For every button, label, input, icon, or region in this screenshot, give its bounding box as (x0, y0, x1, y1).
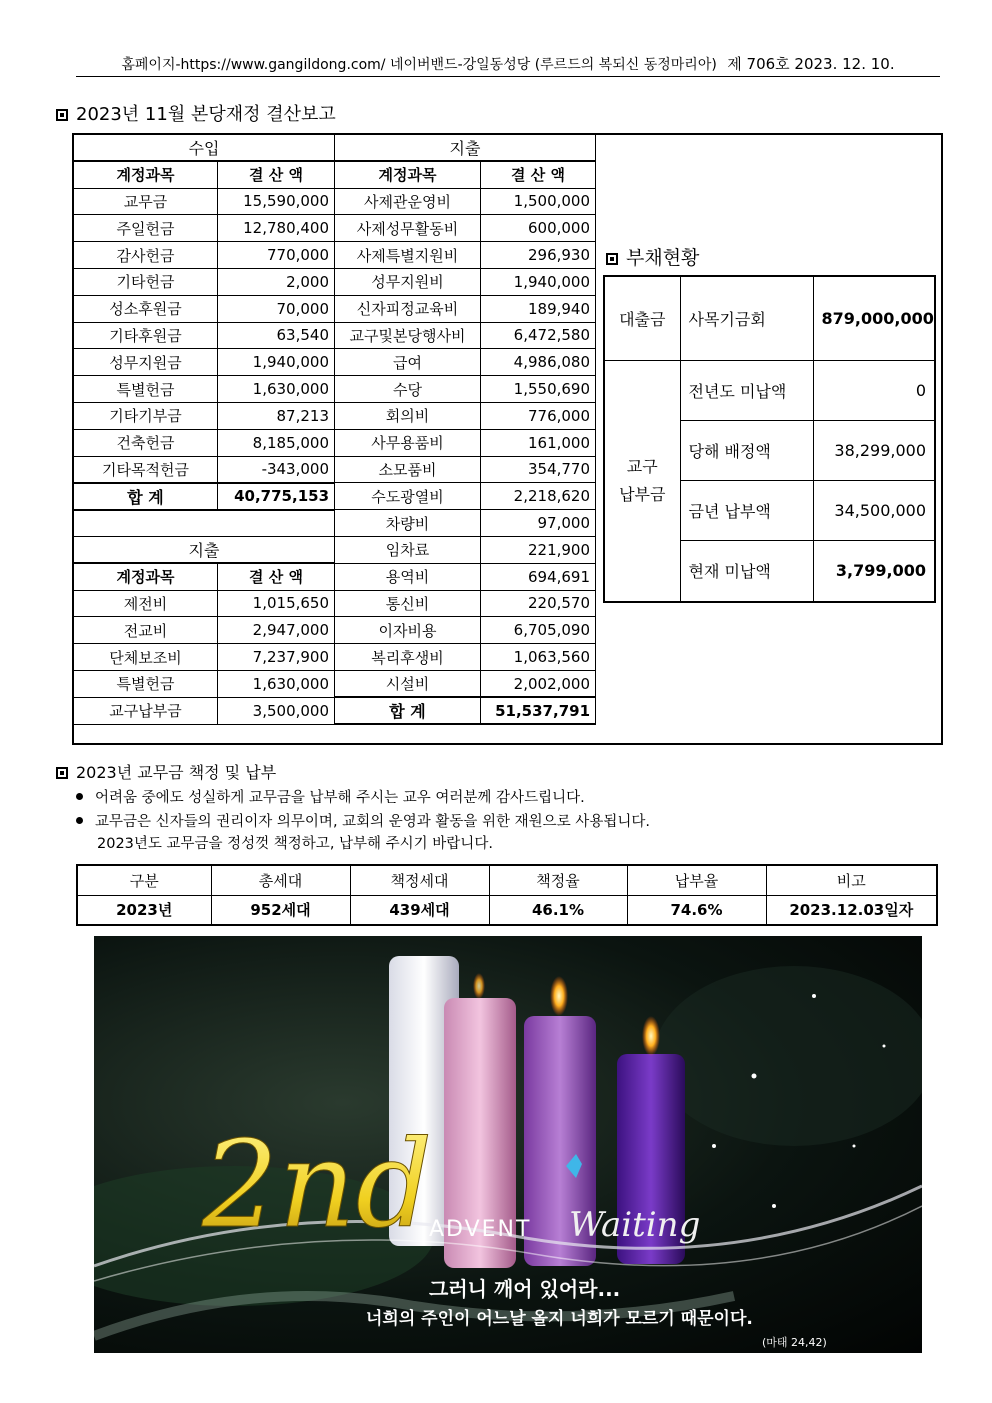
expense-item: 임차료 (335, 536, 481, 563)
debt-item: 당해 배정액 (680, 420, 813, 480)
quota-header: 책정세대 (350, 865, 489, 895)
income-item: 교무금 (74, 188, 218, 215)
column-header-amount: 결 산 액 (218, 563, 335, 590)
expense-item: 수도광열비 (335, 483, 481, 510)
expense-amount: 6,705,090 (481, 617, 596, 644)
header-text: 홈페이지-https://www.gangildong.com/ 네이버밴드-강일동성당 (루르드의 복되신 동정마리아) (121, 57, 717, 73)
debt-amount: 38,299,000 (813, 420, 935, 480)
square-bullet-icon (606, 253, 618, 265)
expense-amount: 1,500,000 (481, 188, 596, 215)
advent-big-text: 2nd (202, 1116, 433, 1255)
debt-item: 전년도 미납액 (680, 360, 813, 420)
income-amount: 15,590,000 (218, 188, 335, 215)
income-item: 기타후원금 (74, 322, 218, 349)
square-bullet-icon (56, 767, 68, 779)
expense-amount: 296,930 (481, 242, 596, 269)
quota-title: 2023년 교무금 책정 및 납부 (76, 763, 277, 782)
expense-amount: 2,002,000 (481, 670, 596, 697)
loan-label: 대출금 (604, 276, 680, 360)
expense-amount: 3,500,000 (218, 697, 335, 724)
debt-table (603, 275, 936, 603)
expense-amount: 189,940 (481, 295, 596, 322)
expense-item: 사제관운영비 (335, 188, 481, 215)
income-amount: 87,213 (218, 402, 335, 429)
expense-item: 특별헌금 (74, 670, 218, 697)
expense2-header: 지출 (74, 536, 335, 563)
advent-line1: ADVENT (429, 1217, 532, 1242)
expense-total-label: 합 계 (335, 697, 481, 724)
expense-item: 이자비용 (335, 617, 481, 644)
expense-item: 제전비 (74, 590, 218, 617)
expense-item: 회의비 (335, 402, 481, 429)
debt-amount: 34,500,000 (813, 480, 935, 540)
expense-item: 소모품비 (335, 456, 481, 483)
expense-item: 사무용품비 (335, 429, 481, 456)
income-amount: 2,000 (218, 268, 335, 295)
expense-item: 복리후생비 (335, 644, 481, 671)
quota-cell: 74.6% (627, 895, 766, 925)
quota-header: 책정율 (489, 865, 627, 895)
expense-item: 신자피정교육비 (335, 295, 481, 322)
expense-item: 시설비 (335, 670, 481, 697)
debt-item: 금년 납부액 (680, 480, 813, 540)
income-item: 주일헌금 (74, 215, 218, 242)
quota-cell: 46.1% (489, 895, 627, 925)
income-amount: 1,940,000 (218, 349, 335, 376)
quota-cell: 2023년 (77, 895, 211, 925)
quota-header: 구분 (77, 865, 211, 895)
income-amount: 1,630,000 (218, 376, 335, 403)
expense-amount: 2,947,000 (218, 617, 335, 644)
bullet-line (76, 787, 585, 809)
advent-candle-image (94, 936, 922, 1353)
expense-item: 용역비 (335, 563, 481, 590)
blank-row (74, 510, 335, 537)
bullet-text: 교무금은 신자들의 권리이자 의무이며, 교회의 운영과 활동을 위한 재원으로 사용됩니다. (95, 814, 650, 830)
expense-item: 단체보조비 (74, 644, 218, 671)
bullet-text: 어려움 중에도 성실하게 교무금을 납부해 주시는 교우 여러분께 감사드립니다. (95, 790, 585, 806)
income-amount: 8,185,000 (218, 429, 335, 456)
income-amount: 70,000 (218, 295, 335, 322)
income-item: 기타기부금 (74, 402, 218, 429)
income-item: 성무지원금 (74, 349, 218, 376)
expense-amount: 4,986,080 (481, 349, 596, 376)
expense-amount: 220,570 (481, 590, 596, 617)
advent-illustration (94, 936, 922, 1353)
debt-title-row (606, 247, 699, 269)
bullet-line (76, 811, 650, 833)
expense-item: 통신비 (335, 590, 481, 617)
page-header (76, 54, 940, 77)
quota-header: 비고 (766, 865, 937, 895)
debt-amount: 0 (813, 360, 935, 420)
expense-amount: 1,015,650 (218, 590, 335, 617)
quota-table (76, 864, 938, 926)
expense-item: 교구납부금 (74, 697, 218, 724)
expense-amount: 221,900 (481, 536, 596, 563)
advent-line2: Waiting (569, 1205, 701, 1245)
expense-item: 성무지원비 (335, 268, 481, 295)
advent-verse1: 그러니 깨어 있어라... (429, 1277, 621, 1301)
column-header-amount: 결 산 액 (481, 161, 596, 188)
income-amount: -343,000 (218, 456, 335, 483)
debt-item: 현재 미납액 (680, 540, 813, 602)
expense-item: 교구및본당행사비 (335, 322, 481, 349)
income-total-label: 합 계 (74, 483, 218, 510)
bullet-dot-icon (76, 817, 83, 824)
quota-cell: 439세대 (350, 895, 489, 925)
expense-amount: 776,000 (481, 402, 596, 429)
bullet-dot-icon (76, 793, 83, 800)
expense-header: 지출 (335, 135, 596, 162)
column-header-amount: 결 산 액 (218, 161, 335, 188)
expense-amount: 161,000 (481, 429, 596, 456)
expense-amount: 97,000 (481, 510, 596, 537)
column-header-item: 계정과목 (74, 563, 218, 590)
finance-title-row (56, 104, 336, 126)
bullet-continuation (97, 833, 493, 855)
expense-item: 급여 (335, 349, 481, 376)
quota-header: 총세대 (211, 865, 350, 895)
expense-total-value: 51,537,791 (481, 697, 596, 724)
income-amount: 770,000 (218, 242, 335, 269)
expense-amount: 7,237,900 (218, 644, 335, 671)
diocese-label: 교구 납부금 (604, 360, 680, 602)
expense-amount: 2,218,620 (481, 483, 596, 510)
loan-item: 사목기금회 (680, 276, 813, 360)
expense-item: 차량비 (335, 510, 481, 537)
income-table (73, 134, 335, 725)
quota-title-row (56, 762, 276, 784)
expense-amount: 1,550,690 (481, 376, 596, 403)
bullet-text: 2023년도 교무금을 정성껏 책정하고, 납부해 주시기 바랍니다. (97, 836, 493, 852)
income-amount: 63,540 (218, 322, 335, 349)
issue-number: 제 706호 2023. 12. 10. (727, 55, 895, 73)
finance-title: 2023년 11월 본당재정 결산보고 (76, 104, 336, 125)
advent-ref: (마태 24,42) (762, 1336, 827, 1349)
column-header-item: 계정과목 (74, 161, 218, 188)
expense-item: 전교비 (74, 617, 218, 644)
expense-amount: 1,940,000 (481, 268, 596, 295)
expense-item: 수당 (335, 376, 481, 403)
expense-amount: 1,063,560 (481, 644, 596, 671)
income-item: 감사헌금 (74, 242, 218, 269)
income-item: 기타목적헌금 (74, 456, 218, 483)
income-item: 건축헌금 (74, 429, 218, 456)
income-header: 수입 (74, 135, 335, 162)
income-item: 성소후원금 (74, 295, 218, 322)
quota-cell: 2023.12.03일자 (766, 895, 937, 925)
expense-table (334, 134, 596, 725)
square-bullet-icon (56, 109, 68, 121)
income-item: 기타헌금 (74, 268, 218, 295)
debt-amount: 3,799,000 (813, 540, 935, 602)
income-amount: 12,780,400 (218, 215, 335, 242)
column-header-item: 계정과목 (335, 161, 481, 188)
income-total-value: 40,775,153 (218, 483, 335, 510)
quota-header: 납부율 (627, 865, 766, 895)
expense-amount: 694,691 (481, 563, 596, 590)
expense-amount: 600,000 (481, 215, 596, 242)
debt-title: 부채현황 (626, 247, 700, 269)
quota-cell: 952세대 (211, 895, 350, 925)
expense-amount: 1,630,000 (218, 670, 335, 697)
expense-amount: 354,770 (481, 456, 596, 483)
expense-amount: 6,472,580 (481, 322, 596, 349)
income-item: 특별헌금 (74, 376, 218, 403)
expense-item: 사제성무활동비 (335, 215, 481, 242)
loan-amount: 879,000,000 (813, 276, 935, 360)
expense-item: 사제특별지원비 (335, 242, 481, 269)
advent-verse2: 너희의 주인이 어느날 올지 너희가 모르기 때문이다. (366, 1309, 753, 1329)
